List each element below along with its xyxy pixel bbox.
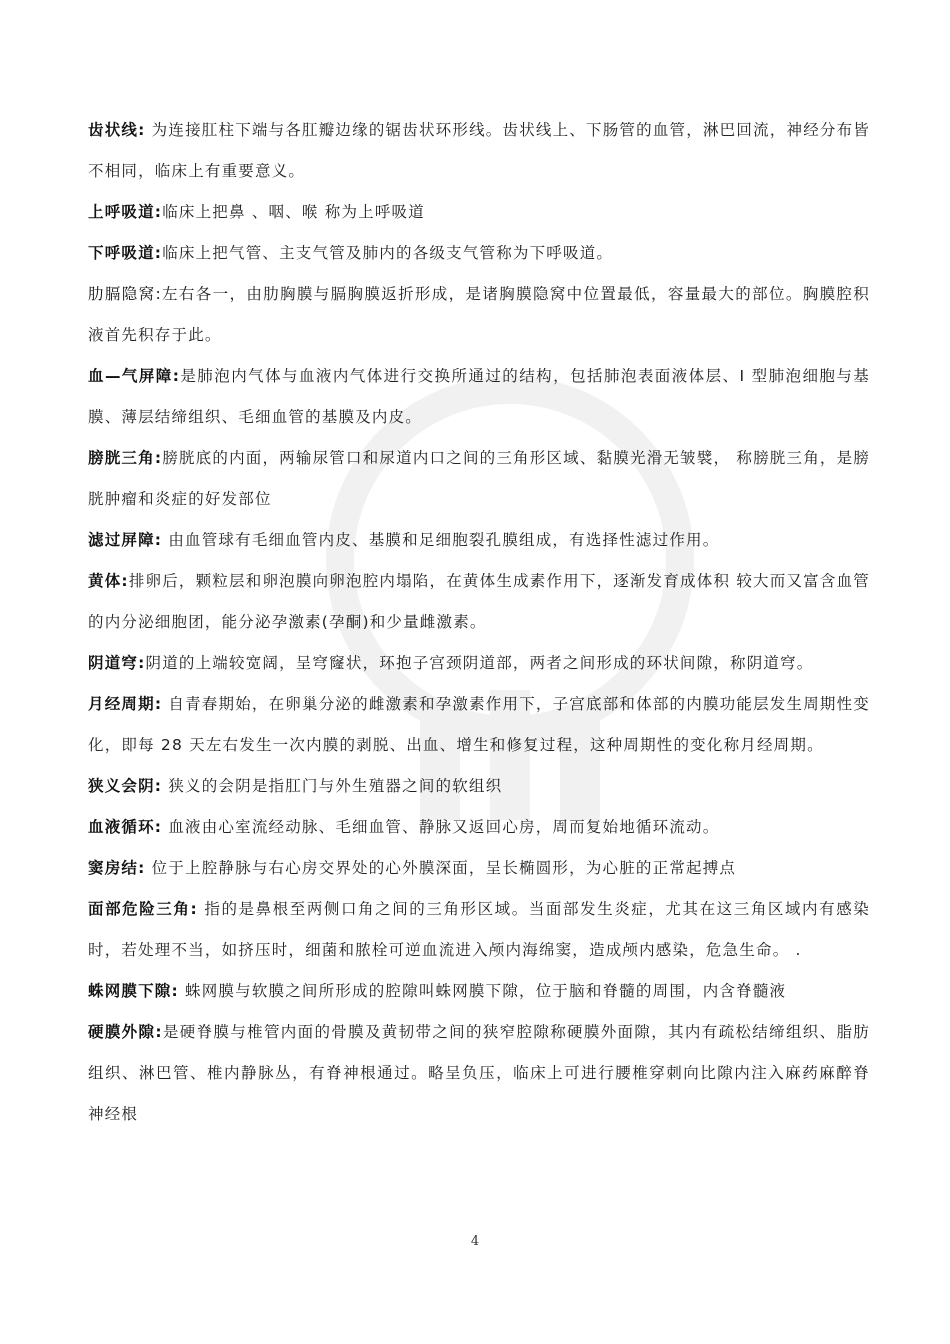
entry-perineum-narrow-sense	[88, 766, 870, 807]
term-definition: 为连接肛柱下端与各肛瓣边缘的锯齿状环形线。齿状线上、下肠管的血管，淋巴回流，神经分布皆不相同，临床上有重要意义。	[88, 121, 871, 180]
term-definition: 是硬脊膜与椎管内面的骨膜及黄韧带之间的狭窄腔隙称硬膜外面隙，其内有疏松结缔组织、脂肪组织、淋巴管、椎内静脉丛，有脊神根通过。略呈负压，临床上可进行腰椎穿刺向比隙内注入麻药麻醉脊神经根	[88, 1023, 871, 1123]
term-label: 面部危险三角:	[88, 900, 198, 918]
entry-filtration-barrier	[88, 520, 870, 561]
page-number: 4	[470, 1234, 480, 1249]
entry-upper-respiratory-tract	[88, 192, 870, 233]
entry-lower-respiratory-tract	[88, 233, 870, 274]
entry-fornix-of-vagina	[88, 643, 870, 684]
term-label: 黄体:	[88, 572, 129, 590]
term-label: 齿状线:	[88, 121, 146, 139]
term-label: 硬膜外隙:	[88, 1023, 163, 1041]
term-definition: 自青春期始，在卵巢分泌的雌激素和孕激素作用下，子宫底部和体部的内膜功能层发生周期性变化，即每 28 天左右发生一次内膜的剥脱、出血、增生和修复过程，这种周期性的变化称月经周期。	[88, 695, 871, 754]
term-definition: 由血管球有毛细血管内皮、基膜和足细胞裂孔膜组成，有选择性滤过作用。	[162, 531, 720, 549]
entry-sinoatrial-node	[88, 848, 870, 889]
term-label: 狭义会阴:	[88, 777, 163, 795]
term-label: 肋膈隐窝:	[88, 285, 162, 303]
term-definition: 左右各一，由肋胸膜与膈胸膜返折形成，是诸胸膜隐窝中位置最低，容量最大的部位。胸膜腔积液首先积存于此。	[88, 285, 870, 344]
term-definition: 临床上把气管、主支气管及肺内的各级支气管称为下呼吸道。	[162, 244, 614, 262]
entry-trigone-of-bladder	[88, 438, 870, 520]
entry-blood-air-barrier	[88, 356, 870, 438]
entry-dentate-line	[88, 110, 870, 192]
term-label: 下呼吸道:	[88, 244, 163, 262]
glossary-content	[88, 110, 870, 1135]
term-definition: 排卵后，颗粒层和卵泡膜向卵泡腔内塌陷，在黄体生成素作用下，逐渐发育成体积 较大而又富含血管的内分泌细胞团，能分泌孕激素(孕酮)和少量雌激素。	[88, 572, 870, 631]
term-definition: 指的是鼻根至两侧口角之间的三角形区域。当面部发生炎症，尤其在这三角区域内有感染时，若处理不当，如挤压时，细菌和脓栓可逆血流进入颅内海绵窦，造成颅内感染，危急生命。 .	[88, 900, 870, 959]
term-definition: 阴道的上端较宽阔，呈穹窿状，环抱子宫颈阴道部，两者之间形成的环状间隙，称阴道穹。	[145, 654, 814, 672]
term-definition: 血液由心室流经动脉、毛细血管、静脉又返回心房，周而复始地循环流动。	[162, 818, 720, 836]
term-definition: 膀胱底的内面，两输尿管口和尿道内口之间的三角形区域、黏膜光滑无皱襞， 称膀胱三角，是膀胱肿瘤和炎症的好发部位	[88, 449, 871, 508]
term-label: 窦房结:	[88, 859, 146, 877]
term-label: 蛛网膜下隙:	[88, 982, 179, 1000]
term-label: 血—气屏障:	[88, 367, 181, 385]
entry-corpus-luteum	[88, 561, 870, 643]
term-label: 膀胱三角:	[88, 449, 163, 467]
entry-epidural-space	[88, 1012, 870, 1135]
entry-subarachnoid-space	[88, 971, 870, 1012]
entry-menstrual-cycle	[88, 684, 870, 766]
term-definition: 临床上把鼻 、咽、喉 称为上呼吸道	[162, 203, 425, 221]
entry-costodiaphragmatic-recess	[88, 274, 870, 356]
term-definition: 是肺泡内气体与血液内气体进行交换所通过的结构，包括肺泡表面液体层、I 型肺泡细胞与基膜、薄层结缔组织、毛细血管的基膜及内皮。	[88, 367, 870, 426]
term-label: 上呼吸道:	[88, 203, 163, 221]
term-label: 滤过屏障:	[88, 531, 163, 549]
term-definition: 狭义的会阴是指肛门与外生殖器之间的软组织	[162, 777, 503, 795]
entry-blood-circulation	[88, 807, 870, 848]
entry-facial-danger-triangle	[88, 889, 870, 971]
term-definition: 蛛网膜与软膜之间所形成的腔隙叫蛛网膜下隙，位于脑和脊髓的周围，内含脊髓液	[178, 982, 787, 1000]
term-label: 月经周期:	[88, 695, 163, 713]
term-label: 血液循环:	[88, 818, 163, 836]
term-definition: 位于上腔静脉与右心房交界处的心外膜深面，呈长椭圆形，为心脏的正常起搏点	[145, 859, 737, 877]
term-label: 阴道穹:	[88, 654, 146, 672]
